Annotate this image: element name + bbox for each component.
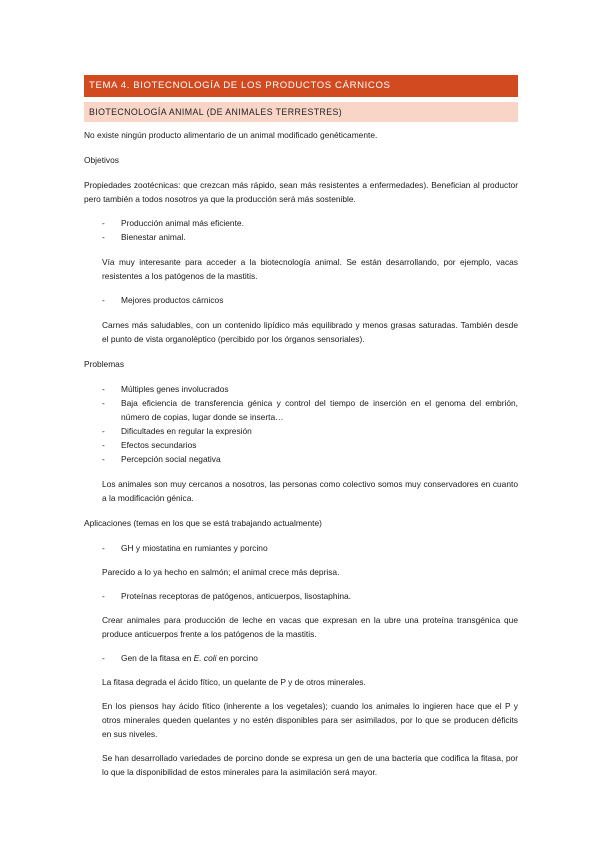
list-item: - Mejores productos cárnicos [102, 295, 224, 305]
problemas-list [84, 382, 518, 466]
objetivos-paragraph-1: Propiedades zootécnicas: que crezcan más rápido, sean más resistentes a enfermedades). Benefician al productor pero también a todos nosotros ya que la producción será más sostenible. [84, 180, 518, 204]
list-item: - Efectos secundarios [102, 440, 197, 450]
section-title: BIOTECNOLOGÍA ANIMAL (DE ANIMALES TERRESTRES) [84, 102, 518, 122]
objetivos-heading: Objetivos [84, 155, 119, 165]
list-item: - Dificultades en regular la expresión [102, 426, 252, 436]
list-item: - Gen de la fitasa en E. coli en porcino [102, 653, 258, 663]
problemas-paragraph: Los animales son muy cercanos a nosotros, las personas como colectivo somos muy conservadores en cuanto a la modificación génica. [102, 479, 518, 503]
aplicaciones-list-3 [84, 651, 518, 665]
objetivos-list-1 [84, 216, 518, 244]
aplicaciones-heading: Aplicaciones (temas en los que se está trabajando actualmente) [84, 518, 322, 528]
intro-paragraph: No existe ningún producto alimentario de un animal modificado genéticamente. [84, 130, 378, 140]
objetivos-paragraph-2: Vía muy interesante para acceder a la biotecnología animal. Se están desarrollando, por ejemplo, vacas resistentes a los patógenos de la mastitis. [102, 257, 518, 281]
list-item: - Producción animal más eficiente. [102, 218, 244, 228]
document-page [84, 75, 518, 779]
list-item: - GH y miostatina en rumiantes y porcino [102, 543, 268, 553]
objetivos-paragraph-3: Carnes más saludables, con un contenido lipídico más equilibrado y menos grasas saturadas. También desde el punto de vista organoléptico (percibido por los órganos sensoriales). [102, 320, 518, 344]
list-item: - Bienestar animal. [102, 232, 186, 242]
aplicaciones-paragraph-3: La fitasa degrada el ácido fítico, un quelante de P y de otros minerales. [102, 677, 366, 687]
objetivos-list-2 [84, 293, 518, 307]
list-item: - Proteínas receptoras de patógenos, anticuerpos, lisostaphina. [102, 591, 351, 601]
aplicaciones-paragraph-4: En los piensos hay ácido fítico (inherente a los vegetales); cuando los animales lo ingieren hace que el P y otros minerales queden quelantes y no estén disponibles para ser asimilados, por lo que se producen déficits en sus niveles. [102, 701, 518, 739]
aplicaciones-list-1 [84, 541, 518, 555]
list-item: - Percepción social negativa [102, 454, 221, 464]
chapter-title: TEMA 4. BIOTECNOLOGÍA DE LOS PRODUCTOS CÁRNICOS [84, 75, 518, 97]
aplicaciones-list-2 [84, 589, 518, 603]
aplicaciones-paragraph-2: Crear animales para producción de leche en vacas que expresan en la ubre una proteína transgénica que produce anticuerpos frente a los patógenos de la mastitis. [102, 615, 518, 639]
list-item: - Baja eficiencia de transferencia génica y control del tiempo de inserción en el genoma del embrión, número de copias, lugar donde se inserta… [102, 398, 518, 422]
problemas-heading: Problemas [84, 359, 125, 369]
aplicaciones-paragraph-1: Parecido a lo ya hecho en salmón; el animal crece más deprisa. [102, 567, 340, 577]
aplicaciones-paragraph-5: Se han desarrollado variedades de porcino donde se expresa un gen de una bacteria que codifica la fitasa, por lo que la disponibilidad de estos minerales para la asimilación será mayor. [102, 753, 518, 777]
list-item: - Múltiples genes involucrados [102, 384, 229, 394]
